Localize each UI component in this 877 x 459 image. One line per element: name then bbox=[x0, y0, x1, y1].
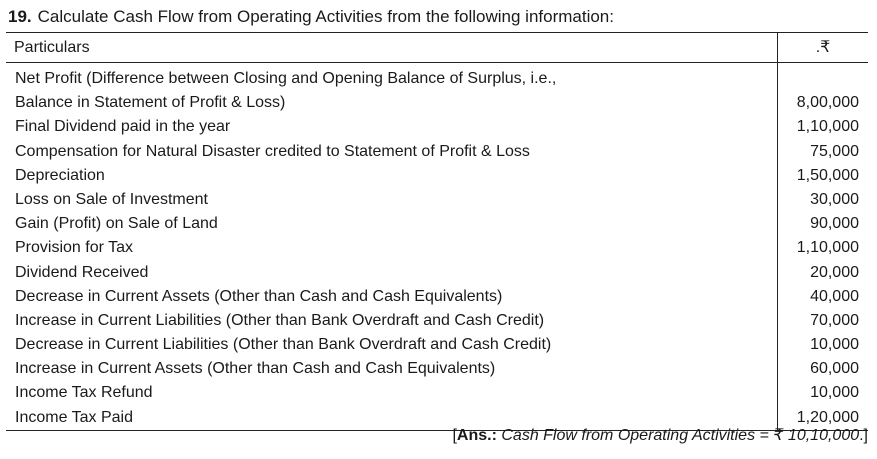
row-amount: 60,000 bbox=[810, 360, 859, 378]
row-amount: 1,10,000 bbox=[796, 239, 859, 257]
row-particular: Provision for Tax bbox=[15, 239, 133, 257]
row-amount: 20,000 bbox=[810, 263, 859, 281]
row-particular: Decrease in Current Assets (Other than Cash and Cash Equivalents) bbox=[15, 287, 503, 305]
row-particular: Income Tax Paid bbox=[15, 408, 133, 426]
answer-label: Ans.: bbox=[456, 427, 497, 444]
row-amount: 1,10,000 bbox=[796, 118, 859, 136]
row-particular: Increase in Current Assets (Other than Cash and Cash Equivalents) bbox=[15, 360, 496, 378]
row-particular: Gain (Profit) on Sale of Land bbox=[15, 215, 218, 233]
row-amount: 40,000 bbox=[810, 287, 859, 305]
row-particular: Income Tax Refund bbox=[15, 384, 153, 402]
row-amount bbox=[778, 67, 868, 91]
cash-flow-table bbox=[6, 32, 868, 431]
row-particular: Decrease in Current Liabilities (Other than Bank Overdraft and Cash Credit) bbox=[15, 336, 552, 354]
particulars-column bbox=[6, 63, 778, 430]
row-particular: Net Profit (Difference between Closing and Opening Balance of Surplus, i.e., bbox=[15, 70, 557, 87]
question-number: 19. bbox=[8, 7, 32, 26]
row-particular: Final Dividend paid in the year bbox=[15, 118, 231, 136]
question-text: Calculate Cash Flow from Operating Activities from the following information: bbox=[37, 7, 614, 26]
row-amount: 10,000 bbox=[810, 336, 859, 354]
row-particular: Loss on Sale of Investment bbox=[15, 190, 208, 208]
row-amount: 70,000 bbox=[810, 311, 859, 329]
row-particular: Balance in Statement of Profit & Loss) bbox=[15, 94, 286, 112]
answer-close: .] bbox=[859, 427, 868, 444]
row-amount: 8,00,000 bbox=[796, 94, 859, 112]
row-amount: 90,000 bbox=[810, 215, 859, 233]
row-particular: Depreciation bbox=[15, 166, 105, 184]
table-body bbox=[6, 63, 868, 430]
row-amount: 1,50,000 bbox=[796, 166, 859, 184]
row-amount: 10,000 bbox=[810, 384, 859, 402]
amount-column bbox=[778, 63, 868, 430]
row-particular: Compensation for Natural Disaster credited to Statement of Profit & Loss bbox=[15, 142, 530, 160]
answer-text: Cash Flow from Operating Activities = ₹ 10,10,000 bbox=[501, 427, 860, 444]
question-heading bbox=[8, 6, 614, 28]
answer-line bbox=[452, 424, 868, 448]
row-amount: 75,000 bbox=[810, 142, 859, 160]
row-particular: Dividend Received bbox=[15, 263, 149, 281]
header-particulars: Particulars bbox=[6, 33, 778, 62]
answer-open-bracket: [ bbox=[452, 427, 457, 444]
header-amount: .₹ bbox=[815, 39, 831, 56]
row-particular: Increase in Current Liabilities (Other than Bank Overdraft and Cash Credit) bbox=[15, 311, 545, 329]
table-header bbox=[6, 33, 868, 63]
row-amount: 1,20,000 bbox=[796, 408, 859, 426]
row-amount: 30,000 bbox=[810, 190, 859, 208]
